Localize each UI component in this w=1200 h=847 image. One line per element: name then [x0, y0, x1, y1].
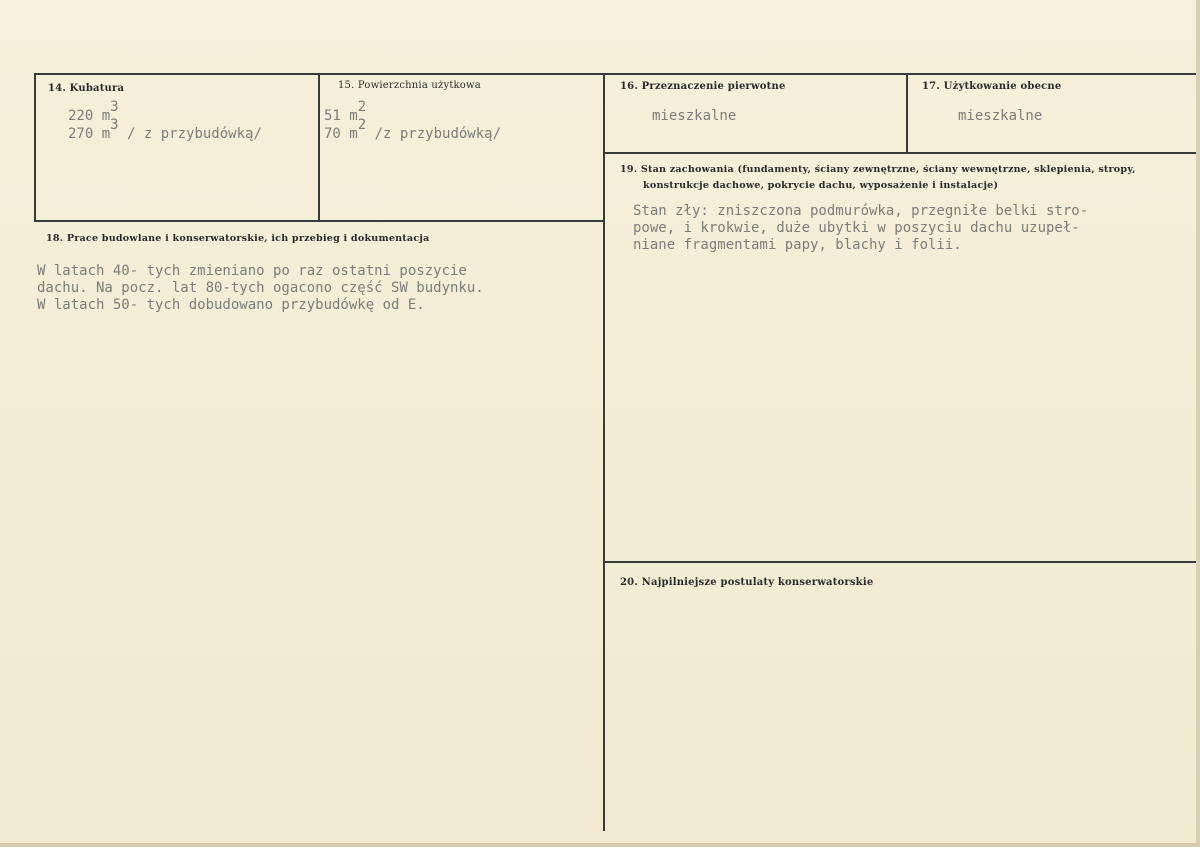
top-border	[34, 73, 1200, 75]
field-17-value: mieszkalne	[958, 108, 1043, 124]
field-18-line-3: W latach 50- tych dobudowano przybudówkę od E.	[37, 297, 425, 313]
field-19-line-2: powe, i krokwie, duże ubytki w poszyciu dachu uzupeł-	[633, 220, 1080, 236]
divider-16-17	[906, 73, 908, 153]
field-19-label-line-1: 19. Stan zachowania (fundamenty, ściany zewnętrzne, ściany wewnętrzne, sklepienia, stropy,	[620, 164, 1136, 175]
field-15-exponent-1: 2	[357, 99, 367, 115]
card-edge-right	[1196, 0, 1200, 847]
field-15-label: 15. Powierzchnia użytkowa	[338, 80, 481, 91]
divider-above-20	[603, 561, 1200, 563]
field-18-line-2: dachu. Na pocz. lat 80-tych ogacono część SW budynku.	[37, 280, 484, 296]
field-15-value-2: 70 m	[324, 126, 358, 142]
field-17-label: 17. Użytkowanie obecne	[922, 81, 1062, 92]
field-20-label: 20. Najpilniejsze postulaty konserwatorskie	[620, 577, 874, 588]
divider-above-18	[34, 220, 604, 222]
divider-14-15	[318, 73, 320, 222]
field-14-line-2	[68, 117, 262, 143]
field-15-note: /z przybudówką/	[366, 126, 502, 142]
field-14-value-1: 220 m	[68, 108, 111, 124]
divider-above-19	[603, 152, 1200, 154]
field-19-line-3: niane fragmentami papy, blachy i folii.	[633, 237, 962, 253]
card-edge-bottom	[0, 843, 1200, 847]
divider-15-16	[603, 73, 605, 831]
field-18-line-1: W latach 40- tych zmieniano po raz ostatni poszycie	[37, 263, 467, 279]
field-16-value: mieszkalne	[652, 108, 737, 124]
field-14-note: / z przybudówką/	[118, 126, 262, 142]
field-14-label: 14. Kubatura	[48, 83, 125, 94]
field-15-exponent-2: 2	[357, 117, 367, 133]
field-14-exponent-1: 3	[110, 99, 119, 115]
left-border	[34, 73, 36, 222]
field-15-value-1: 51 m	[324, 108, 358, 124]
field-16-label: 16. Przeznaczenie pierwotne	[620, 81, 786, 92]
field-15-line-2	[324, 117, 502, 143]
field-18-label: 18. Prace budowlane i konserwatorskie, ich przebieg i dokumentacja	[46, 233, 430, 244]
field-14-exponent-2: 3	[110, 117, 119, 133]
field-19-line-1: Stan zły: zniszczona podmurówka, przegniłe belki stro-	[633, 203, 1089, 219]
field-19-label-line-2: konstrukcje dachowe, pokrycie dachu, wyposażenie i instalacje)	[643, 180, 999, 191]
field-14-value-2: 270 m	[68, 126, 111, 142]
